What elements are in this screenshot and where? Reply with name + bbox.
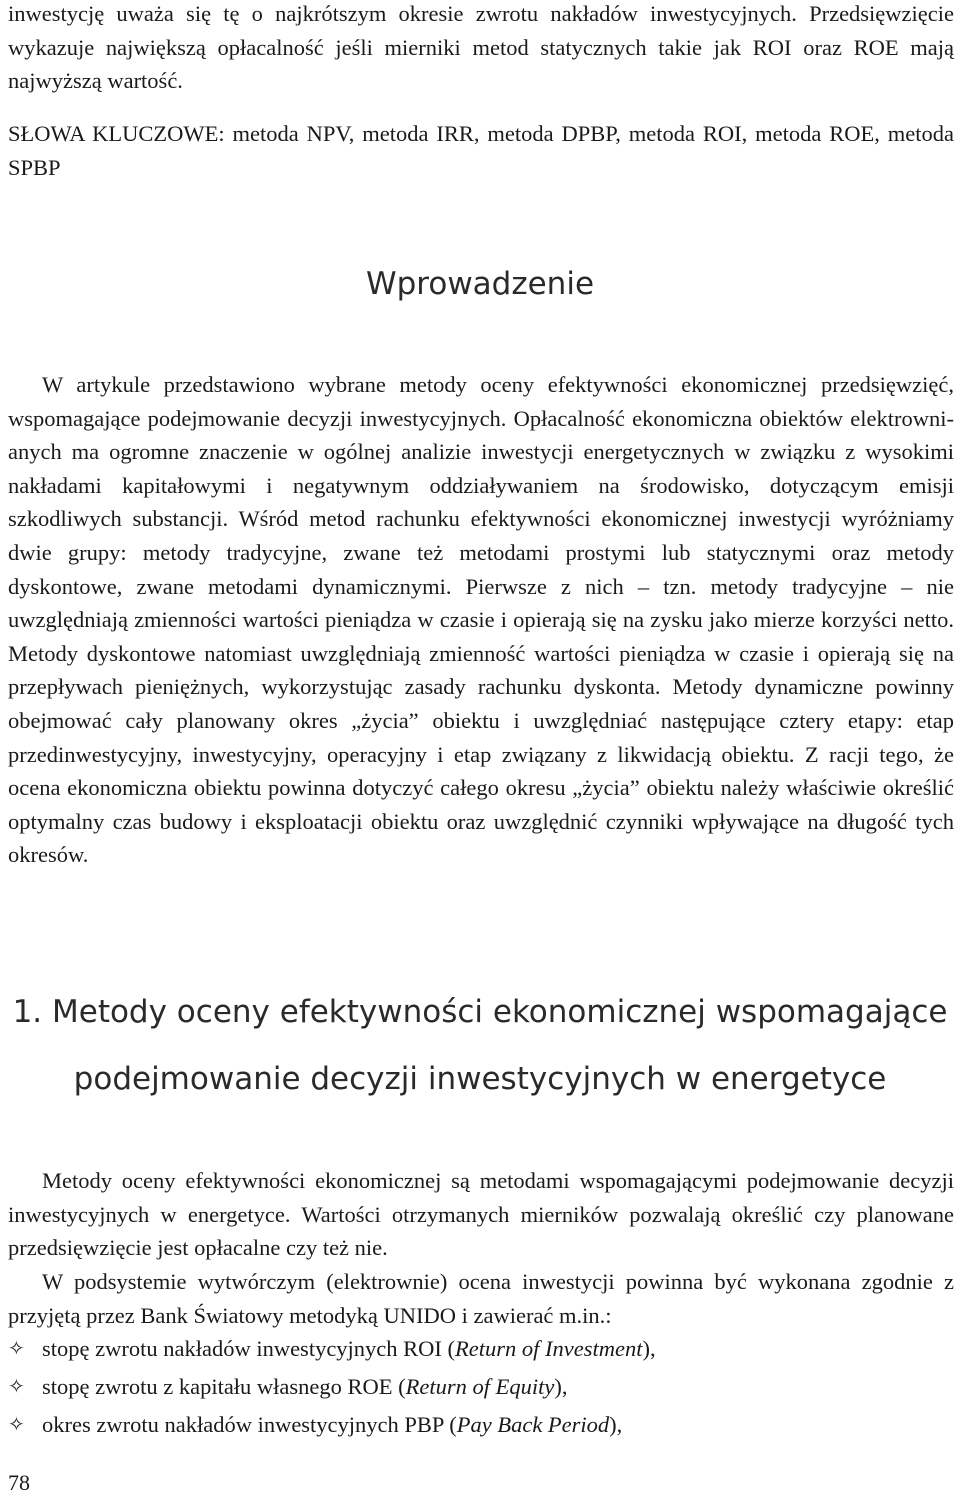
section-1-paragraph-2: W podsystemie wytwórczym (elektrownie) ocena inwestycji powinna być wykonana zgodnie z przyjętą przez Bank Światowy metodyką UNIDO i zawierać m.in.: [8,1269,954,1328]
list-item-text: stopę zwrotu z kapitału własnego ROE (Return of Equity), [42,1374,568,1399]
metrics-list [8,1330,954,1444]
four-pointed-star-icon: ✧ [8,1338,25,1360]
intro-paragraph: inwestycję uważa się tę o najkrótszym okresie zwrotu nakładów inwestycyjnych. Przedsięwzięcie wykazuje największą opłacalność jeśli mierniki metod statycznych takie jak ROI oraz ROE mają najwyższą wartość. [8,1,954,94]
four-pointed-star-icon: ✧ [8,1414,25,1436]
section-heading-1-line2: podejmowanie decyzji inwestycyjnych w energetyce [73,1061,887,1097]
list-item-text: stopę zwrotu nakładów inwestycyjnych ROI (Return of Investment), [42,1336,656,1361]
four-pointed-star-icon: ✧ [8,1376,25,1398]
list-item [8,1368,954,1406]
section-1-paragraph-1: Metody oceny efektywności ekonomicznej są metodami wspomagającymi podejmowanie decyzji inwestycyjnych w energetyce. Wartości otrzymanych mierników pozwalają określić czy planowane przedsięwzięcie jest opłacalne czy też nie. [8,1168,954,1261]
list-item-text: okres zwrotu nakładów inwestycyjnych PBP (Pay Back Period), [42,1412,623,1437]
introduction-paragraph: W artykule przedstawiono wybrane metody oceny efektywności ekonomicznej przedsięwzięć, wspomagające podejmowanie decyzji inwestycyjnych. Opłacalność ekonomiczna obiektów elektrownianych ma ogromne znaczenie w ogólnej analizie inwestycji energetycznych w związku z wysokimi nakładami kapitałowymi i negatywnym oddziaływaniem na środowisko, dotyczącym emisji szkodliwych substancji. Wśród metod rachunku efektywności ekonomicznej inwestycji wyróżniamy dwie grupy: metody tradycyjne, zwane też metodami prostymi lub statycznymi oraz metody dyskontowe, zwane metodami dynamicznymi. Pierwsze z nich – tzn. metody tradycyjne – nie uwzględniają zmienności wartości pieniądza w czasie i opierają się na zysku jako mierze korzyści netto. Metody dyskontowe natomiast uwzględniają zmienność wartości pieniądza w czasie i opierają się na przepływach pieniężnych, wykorzystując zasady rachunku dyskonta. Metody dynamiczne powinny obejmować cały planowany okres „życia” obiektu i uwzględniać następujące cztery etapy: etap przedinwestycyjny, inwestycyjny, operacyjny i etap związany z likwidacją obiektu. Z racji tego, że ocena ekonomiczna obiektu powinna dotyczyć całego okresu „życia” obiektu należy właściwie określić optymalny czas budowy i eksploatacji obiektu oraz uwzględnić czynniki wpływające na długość tych okresów. [8,372,954,868]
section-heading-1-line1: 1. Metody oceny efektywności ekonomicznej wspomagające [12,994,948,1030]
keywords-line [8,117,954,184]
list-item [8,1330,954,1368]
keywords-label: SŁOWA KLUCZOWE: [8,121,225,146]
keywords-text: metoda NPV, metoda IRR, metoda DPBP, metoda ROI, metoda ROE, metoda SPBP [8,121,954,180]
section-heading-introduction: Wprowadzenie [365,266,595,302]
list-item [8,1406,954,1444]
page-number: 78 [8,1470,30,1495]
